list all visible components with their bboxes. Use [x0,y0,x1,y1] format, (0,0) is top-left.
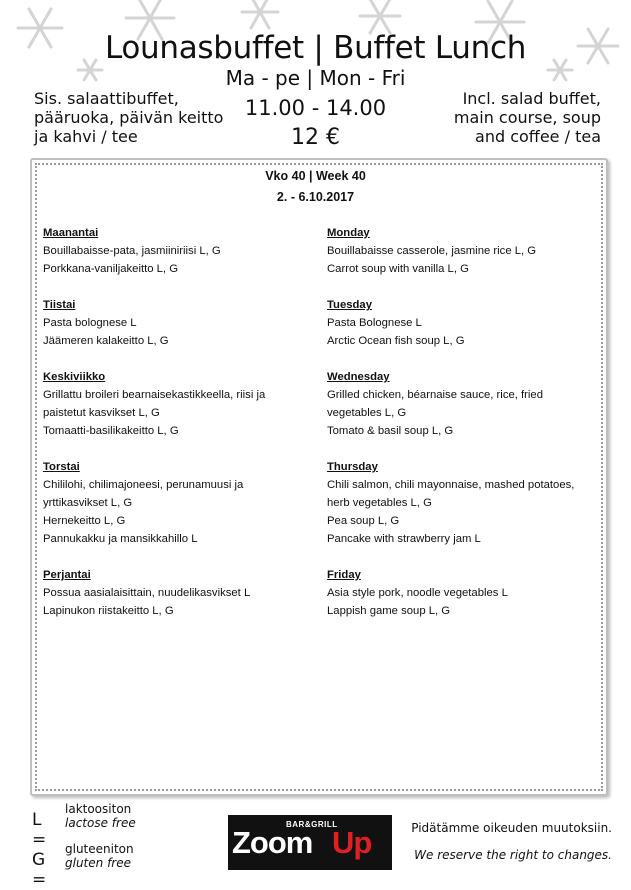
dish: Chililohi, chilimajoneesi, perunamuusi ja yrttikasvikset L, G [43,479,244,509]
day-name: Perjantai [43,569,91,581]
menu-day [43,566,305,620]
day-name: Torstai [43,461,80,473]
includes-finnish-line: pääruoka, päivän keitto [34,108,224,127]
menu-day [43,224,305,278]
includes-finnish-line: ja kahvi / tee [34,127,138,146]
menu-day [43,296,305,350]
notice-english: We reserve the right to changes. [414,848,612,862]
day-name: Tiistai [43,299,76,311]
includes-finnish-line: Sis. salaattibuffet, [34,89,179,108]
dish: Arctic Ocean fish soup L, G [327,335,465,347]
menu-column-english [327,224,589,638]
logo-tagline: BAR&GRILL [286,820,338,829]
legend-key: L = [32,810,47,850]
menu-day [43,458,305,548]
menu-day [327,566,589,620]
day-name: Monday [327,227,370,239]
includes-finnish [34,89,223,146]
legend-finnish: gluteeniton [65,842,134,856]
includes-english-line: Incl. salad buffet, [462,89,601,108]
menu-column-finnish [43,224,305,638]
opening-hours: 11.00 - 14.00 [244,96,387,120]
legend-key: G = [32,850,47,890]
day-name: Keskiviikko [43,371,106,383]
menu-day [327,224,589,278]
day-name: Maanantai [43,227,99,239]
price: 12 € [291,125,340,150]
dish: Carrot soup with vanilla L, G [327,263,469,275]
dish: Bouillabaisse-pata, jasmiiniriisi L, G [43,245,221,257]
logo-up: Up [332,825,372,860]
day-name: Thursday [327,461,378,473]
dish: Pancake with strawberry jam L [327,533,481,545]
page-title: Lounasbuffet | Buffet Lunch [104,30,527,66]
includes-english [454,89,601,146]
week-label: Vko 40 | Week 40 [265,169,366,183]
zoomup-logo [228,815,392,870]
includes-english-line: and coffee / tea [475,127,601,146]
dish: Possua aasialaisittain, nuudelikasvikset L [43,587,251,599]
dish: Hernekeitto L, G [43,515,126,527]
menu-day [327,296,589,350]
legend-finnish: laktoositon [65,802,132,816]
dish: Jäämeren kalakeitto L, G [43,335,169,347]
legend-text [65,802,136,830]
dish: Pasta bolognese L [43,317,137,329]
dish: Porkkana-vaniljakeitto L, G [43,263,179,275]
dish: Bouillabaisse casserole, jasmine rice L, G [327,245,537,257]
menu-day [327,368,589,440]
includes-english-line: main course, soup [453,108,601,127]
legend-english: lactose free [65,816,136,830]
menu-day [43,368,305,440]
legend-english: gluten free [65,856,131,870]
opening-days: Ma - pe | Mon - Fri [225,66,406,90]
day-name: Tuesday [327,299,372,311]
legend-text [65,842,134,870]
dish: Chili salmon, chili mayonnaise, mashed potatoes, herb vegetables L, G [327,479,575,509]
dish: Tomato & basil soup L, G [327,425,454,437]
week-dates: 2. - 6.10.2017 [276,190,355,204]
day-name: Wednesday [327,371,390,383]
dish: Lappish game soup L, G [327,605,451,617]
dish: Pannukakku ja mansikkahillo L [43,533,198,545]
dish: Asia style pork, noodle vegetables L [327,587,508,599]
logo-zoom: Zoom [232,825,313,860]
day-name: Friday [327,569,361,581]
notice-finnish: Pidätämme oikeuden muutoksiin. [411,821,612,835]
menu-day [327,458,589,548]
dish: Pea soup L, G [327,515,400,527]
dish: Tomaatti-basilikakeitto L, G [43,425,179,437]
dish: Grillattu broileri bearnaisekastikkeella, riisi ja paistetut kasvikset L, G [43,389,266,419]
dish: Pasta Bolognese L [327,317,422,329]
dish: Grilled chicken, béarnaise sauce, rice, fried vegetables L, G [327,389,543,419]
dish: Lapinukon riistakeitto L, G [43,605,174,617]
